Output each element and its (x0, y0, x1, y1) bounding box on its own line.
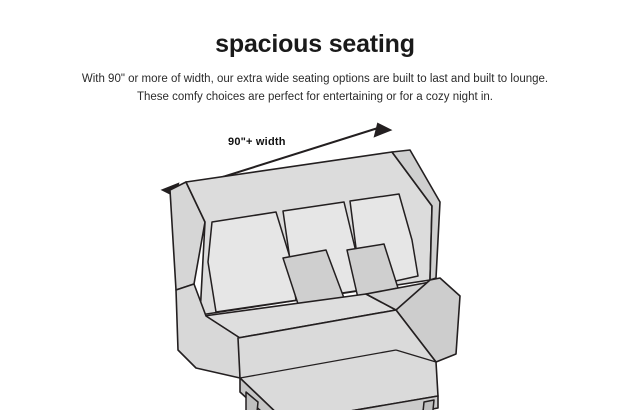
dimension-label: 90"+ width (228, 136, 286, 148)
promo-description-line-2: These comfy choices are perfect for entertaining or for a cozy night in. (136, 91, 494, 103)
promo-description (0, 70, 630, 106)
sofa-line-drawing-svg (0, 110, 630, 410)
promo-description-line-1: With 90" or more of width, our extra wide seating options are built to last and built to lounge. (81, 73, 549, 85)
sofa-illustration (0, 110, 630, 410)
page-title: spacious seating (215, 30, 415, 58)
